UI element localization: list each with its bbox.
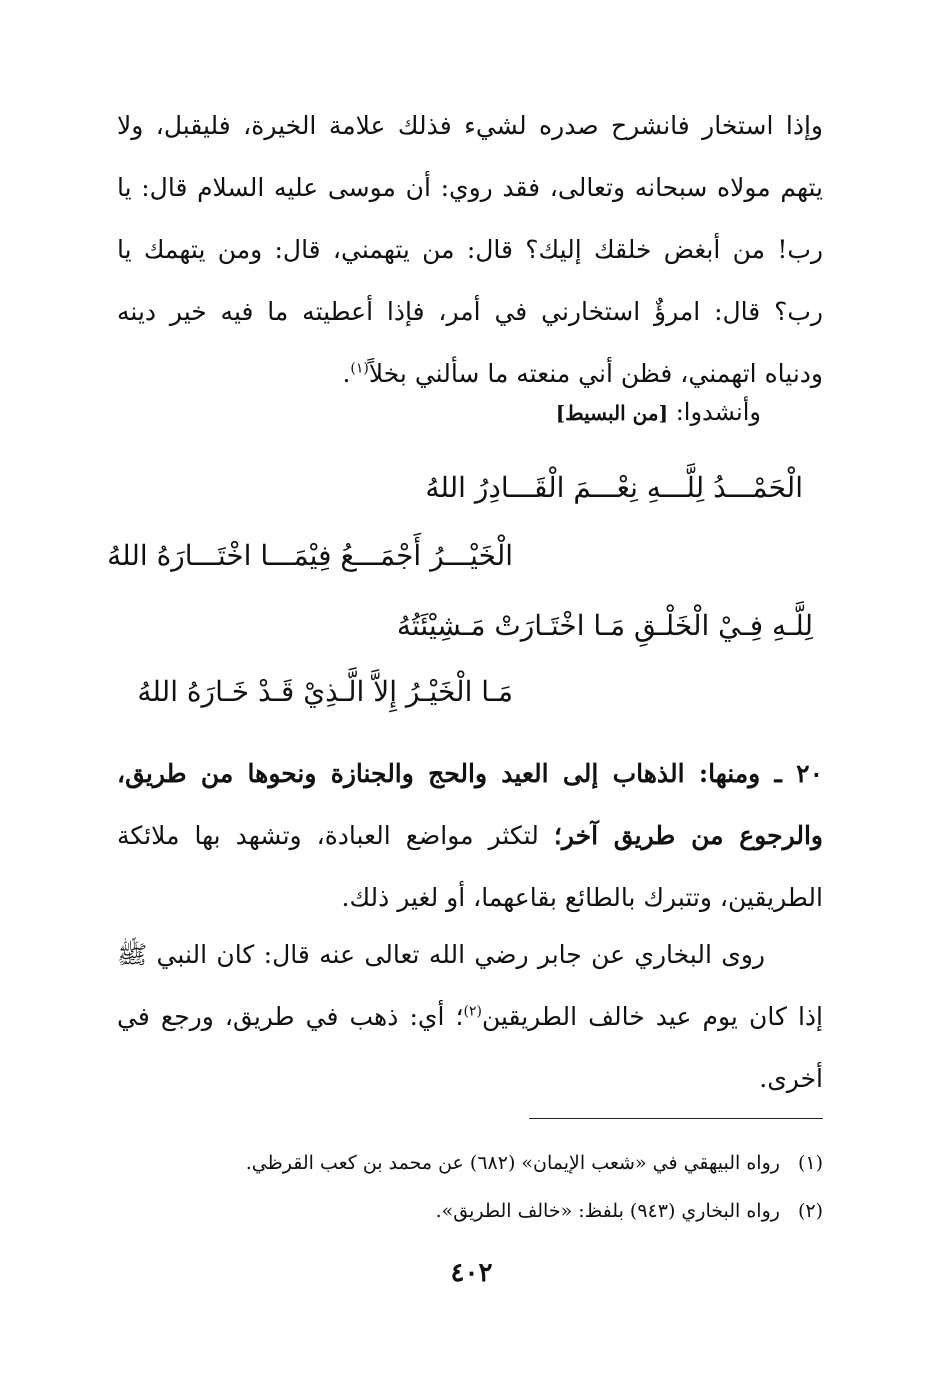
section-heading: ٢٠ ـ ومنها: الذهاب إلى العيد والحج والجنازة ونحوها من طريق، والرجوع من طريق آخر؛ (117, 759, 823, 850)
poem-meter: [من البسيط] (555, 401, 669, 425)
page-number: ٤٠٢ (450, 1258, 493, 1288)
footnote-ref-1: (١) (350, 360, 369, 377)
paragraph-istikhara (117, 95, 823, 405)
poem-verse-1: الْحَمْـــدُ لِلَّـــهِ نِعْـــمَ الْقَـــادِرُ اللهُ (425, 471, 803, 504)
footnote-2 (117, 1196, 823, 1226)
paragraph-text: روى البخاري عن جابر رضي الله تعالى عنه قال: كان النبي ﷺ إذا كان يوم عيد خالف الطريقين (117, 940, 823, 1031)
paragraph-text: لتكثر مواضع العبادة، وتشهد بها ملائكة الطريقين، وتتبرك بالطائع بقاعهما، أو لغير ذلك. (117, 821, 823, 912)
footnote-text: رواه البخاري (٩٤٣) بلفظ: «خالف الطريق». (435, 1200, 780, 1222)
footnote-ref-2: (٢) (463, 1003, 482, 1020)
footnote-number: (٢) (797, 1200, 823, 1222)
paragraph-bukhari (117, 924, 823, 1110)
paragraph-end: . (342, 359, 351, 388)
paragraph-text: وإذا استخار فانشرح صدره لشيء فذلك علامة الخيرة، فليقبل، ولا يتهم مولاه سبحانه وتعالى، فقد روي: أن موسى عليه السلام قال: يا رب! من أبغض خلقك إليك؟ قال: من يتهمني، قال: ومن يتهمك يا رب؟ قال: امرؤٌ استخارني في أمر، فإذا أعطيته ما فيه خير دينه ودنياه اتهمني، فظن أني منعته ما سألني بخلاً (117, 111, 823, 388)
poem-verse-2: الْخَيْـــرُ أَجْمَـــعُ فِيْمَـــا اخْتَـــارَهُ اللهُ (107, 539, 513, 572)
poem-intro-text: وأنشدوا: (675, 398, 761, 426)
poem-verse-4: مَـا الْخَيْـرُ إِلاَّ الَّـذِيْ قَـدْ خَـارَهُ اللهُ (137, 675, 513, 708)
footnote-number: (١) (797, 1152, 823, 1174)
paragraph-text-end: ؛ أي: ذهب في طريق، ورجع في أخرى. (117, 1002, 823, 1093)
footnote-text: رواه البيهقي في «شعب الإيمان» (٦٨٢) عن محمد بن كعب القرظي. (245, 1152, 780, 1174)
poem-intro (556, 392, 761, 433)
paragraph-eid-route (117, 743, 823, 929)
footnote-1 (117, 1148, 823, 1178)
poem-verse-3: لِلَّـهِ فِـيْ الْخَلْـقِ مَـا اخْتَـارَتْ مَـشِيْئَتُهُ (396, 609, 813, 642)
footnote-divider (529, 1118, 823, 1119)
